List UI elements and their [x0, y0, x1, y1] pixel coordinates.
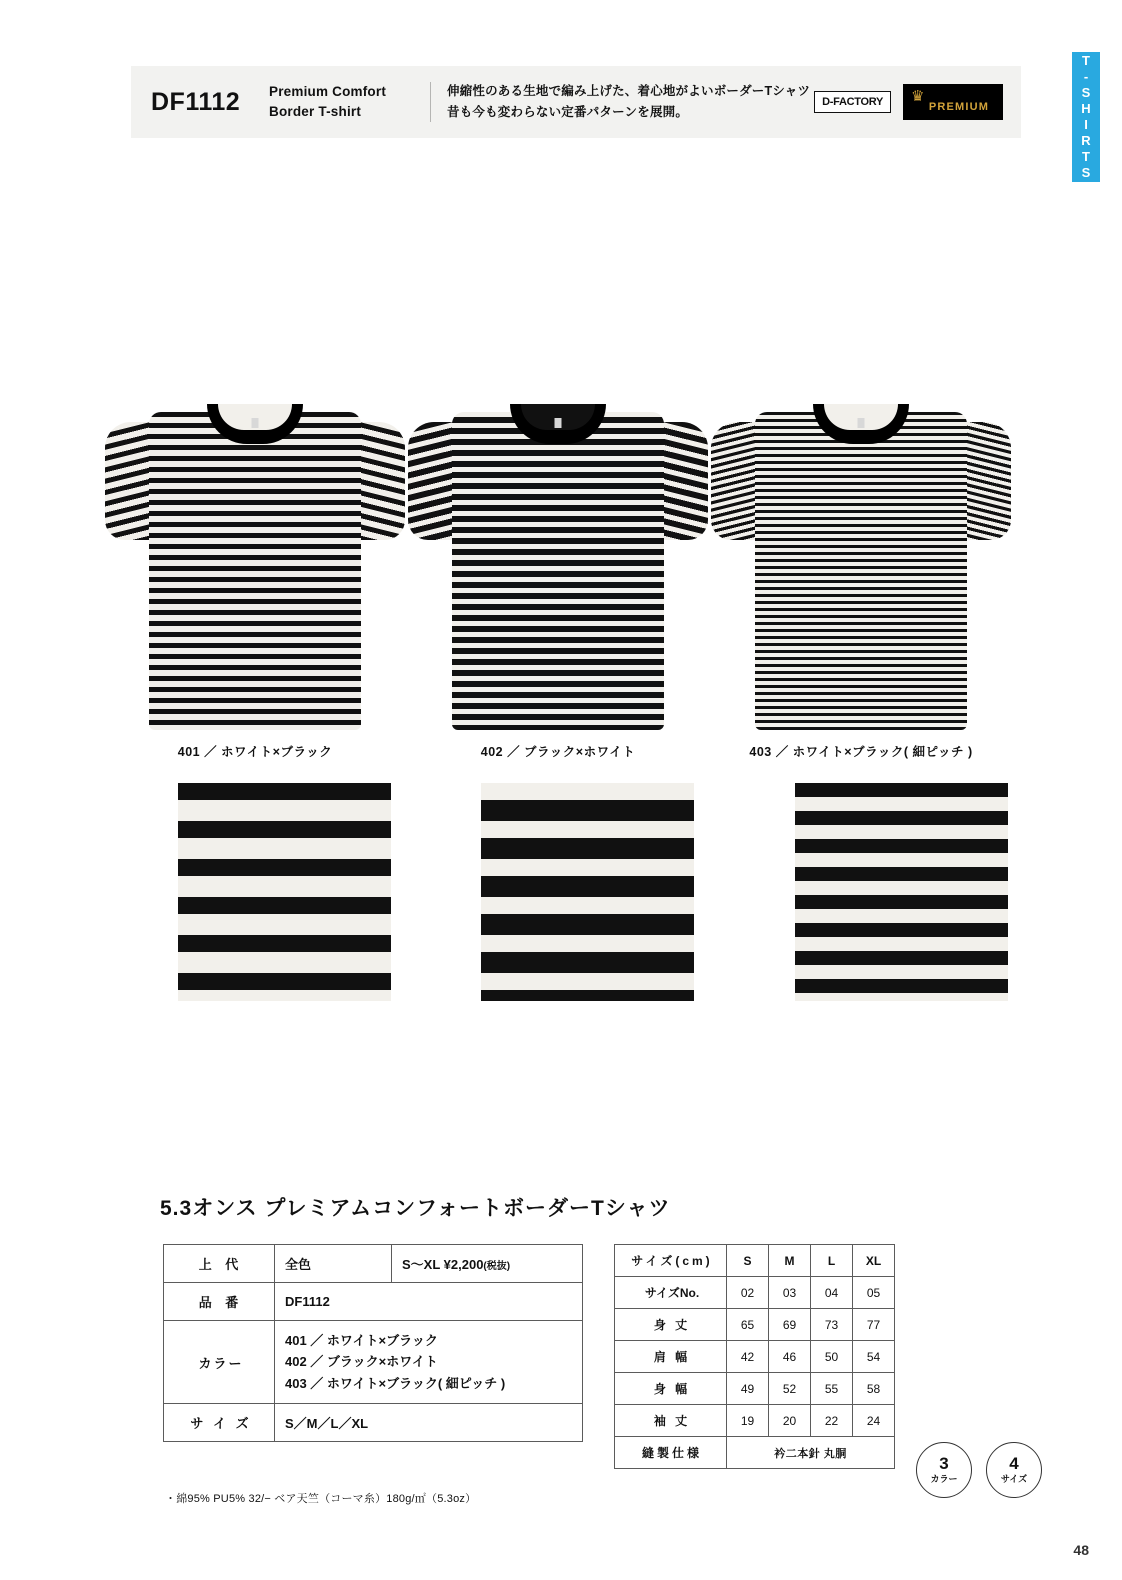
product-description-jp: [447, 81, 814, 122]
size-chart-cell: 42: [727, 1341, 769, 1373]
size-chart-header-2: M: [769, 1245, 811, 1277]
table-row: [615, 1277, 895, 1309]
size-chart-row-label-0: サイズNo.: [615, 1277, 727, 1309]
model-value: DF1112: [275, 1283, 583, 1321]
size-chart-cell: 20: [769, 1405, 811, 1437]
page-number: 48: [1073, 1542, 1089, 1558]
shirt-neck-tag: [555, 418, 562, 428]
size-chart-header-1: S: [727, 1245, 769, 1277]
header-divider: [430, 82, 431, 122]
price-value: S〜XL ¥2,200: [402, 1257, 484, 1272]
shirt-body: [452, 412, 664, 730]
product-image-403: [711, 390, 1011, 730]
price-scope: 全色: [275, 1245, 392, 1283]
size-chart-cell: 55: [811, 1373, 853, 1405]
color-count-number: 3: [939, 1454, 949, 1474]
size-chart-cell: 19: [727, 1405, 769, 1437]
product-name-en: [269, 82, 424, 121]
model-label: 品 番: [164, 1283, 275, 1321]
color-count-badge: [916, 1442, 972, 1498]
product-caption-401: 401 ／ ホワイト×ブラック: [177, 745, 333, 759]
table-row: [164, 1245, 583, 1283]
shirt-body: [149, 412, 361, 730]
brand-badge: D-FACTORY: [814, 91, 891, 113]
size-chart-cell: 54: [853, 1341, 895, 1373]
sewing-value: 衿二本針 丸胴: [727, 1437, 895, 1469]
shirt-body: [755, 412, 967, 730]
product-image-401: [105, 390, 405, 730]
size-chart-cell: 49: [727, 1373, 769, 1405]
price-tax-note: (税抜): [483, 1261, 511, 1272]
product-name-en-line2: Border T-shirt: [269, 104, 362, 119]
table-row: [164, 1404, 583, 1442]
premium-badge: [903, 84, 1003, 120]
size-chart-row-label-3: 身 幅: [615, 1373, 727, 1405]
shirt-neck-tag: [858, 418, 865, 428]
size-chart-header-0: サイズ(cm): [615, 1245, 727, 1277]
size-chart-header-3: L: [811, 1245, 853, 1277]
size-chart-cell: 22: [811, 1405, 853, 1437]
product-caption-402: 402 ／ ブラック×ホワイト: [480, 745, 636, 759]
table-row: [164, 1283, 583, 1321]
table-row: [615, 1373, 895, 1405]
size-chart-cell: 24: [853, 1405, 895, 1437]
size-chart-cell: 52: [769, 1373, 811, 1405]
material-footnote: ・綿95% PU5% 32/− ベア天竺（コーマ糸）180g/㎡（5.3oz）: [165, 1493, 477, 1505]
size-count-number: 4: [1009, 1454, 1019, 1474]
color-value-401: 401 ／ ホワイト×ブラック: [285, 1333, 438, 1348]
table-row: [615, 1341, 895, 1373]
size-chart-table: [614, 1244, 895, 1469]
size-value: S／M／L／XL: [275, 1404, 583, 1442]
fabric-swatch-402: [481, 783, 694, 1001]
color-label: カラー: [164, 1321, 275, 1404]
size-chart-cell: 73: [811, 1309, 853, 1341]
category-side-tab: [1072, 52, 1100, 182]
product-header-band: [131, 66, 1021, 138]
premium-badge-label: PREMIUM: [928, 101, 990, 113]
fabric-swatch-403: [795, 783, 1008, 1001]
size-chart-cell: 02: [727, 1277, 769, 1309]
color-values: [275, 1321, 583, 1404]
fabric-swatch-401: [178, 783, 391, 1001]
product-description-line2: 昔も今も変わらない定番パターンを展開。: [447, 105, 689, 119]
size-chart-cell: 04: [811, 1277, 853, 1309]
table-row: [615, 1437, 895, 1469]
size-count-caption: サイズ: [1000, 1474, 1028, 1485]
color-count-caption: カラー: [930, 1474, 958, 1485]
size-chart-cell: 03: [769, 1277, 811, 1309]
size-chart-cell: 69: [769, 1309, 811, 1341]
size-chart-row-label-2: 肩 幅: [615, 1341, 727, 1373]
shirt-neck-tag: [252, 418, 259, 428]
size-chart-cell: 46: [769, 1341, 811, 1373]
table-row: [164, 1321, 583, 1404]
size-chart-row-label-1: 身 丈: [615, 1309, 727, 1341]
category-side-tab-label: T-SHIRTS: [1078, 53, 1094, 181]
size-chart-header-4: XL: [853, 1245, 895, 1277]
size-label: サ イ ズ: [164, 1404, 275, 1442]
product-name-en-line1: Premium Comfort: [269, 84, 387, 100]
table-header-row: [615, 1245, 895, 1277]
product-code: DF1112: [151, 87, 241, 116]
size-chart-cell: 77: [853, 1309, 895, 1341]
table-row: [615, 1405, 895, 1437]
table-row: [615, 1309, 895, 1341]
size-chart-row-label-4: 袖 丈: [615, 1405, 727, 1437]
product-image-402: [408, 390, 708, 730]
product-caption-403: 403 ／ ホワイト×ブラック( 細ピッチ ): [749, 745, 973, 759]
size-chart-cell: 50: [811, 1341, 853, 1373]
crown-icon: ♛: [911, 88, 925, 105]
size-chart-cell: 05: [853, 1277, 895, 1309]
size-count-badge: [986, 1442, 1042, 1498]
color-value-403: 403 ／ ホワイト×ブラック( 細ピッチ ): [285, 1375, 506, 1391]
price-label: 上 代: [164, 1245, 275, 1283]
color-value-402: 402 ／ ブラック×ホワイト: [285, 1354, 438, 1370]
spec-title: 5.3オンス プレミアムコンフォートボーダーTシャツ: [160, 1197, 671, 1220]
size-chart-cell: 58: [853, 1373, 895, 1405]
size-chart-cell: 65: [727, 1309, 769, 1341]
sewing-label: 縫製仕様: [615, 1437, 727, 1469]
summary-badges: [916, 1442, 1042, 1498]
spec-table: [163, 1244, 583, 1442]
price-value-cell: [392, 1245, 583, 1283]
product-description-line1: 伸縮性のある生地で編み上げた、着心地がよいボーダーTシャツ: [447, 84, 811, 99]
